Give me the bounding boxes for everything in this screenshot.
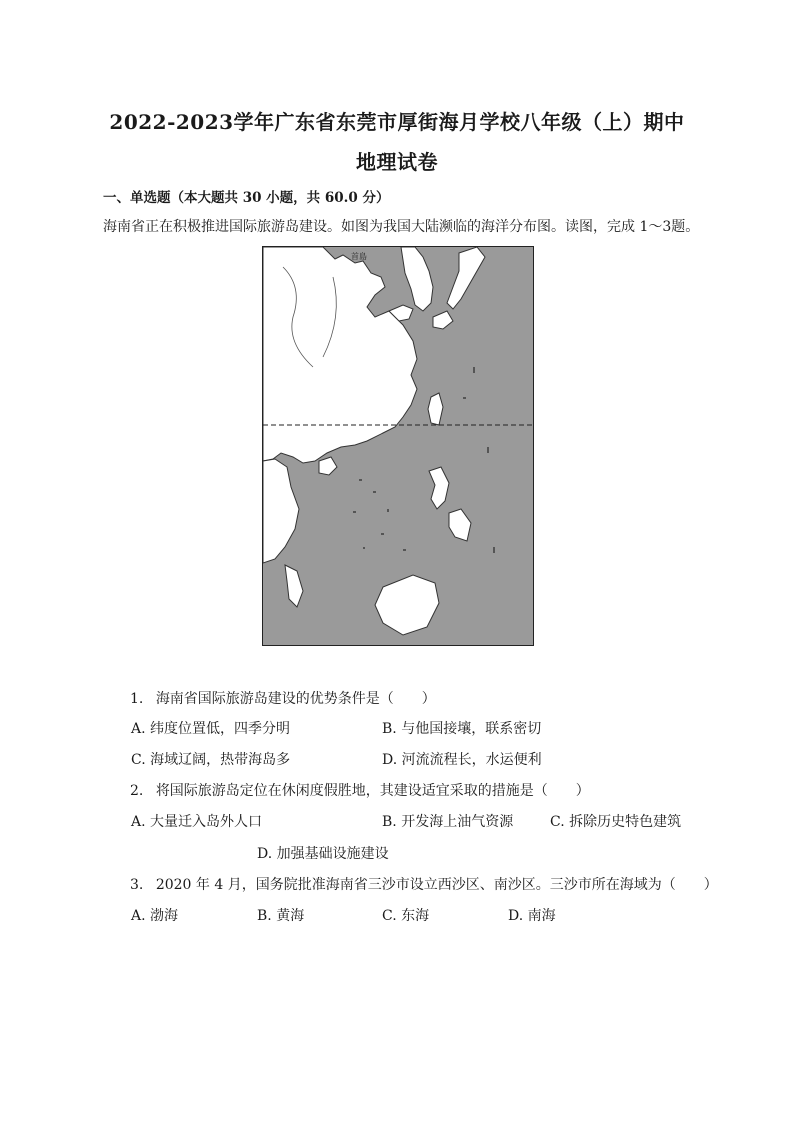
q3-option-d[interactable]: D. 南海 xyxy=(508,908,556,924)
q3-option-a[interactable]: A. 渤海 xyxy=(131,908,179,924)
q1-option-c[interactable]: C. 海域辽阔，热带海岛多 xyxy=(131,752,291,768)
borneo-island xyxy=(375,575,439,635)
korean-peninsula xyxy=(401,247,433,311)
indochina-peninsula xyxy=(263,459,299,563)
q1-option-b[interactable]: B. 与他国接壤，联系密切 xyxy=(382,721,542,737)
q1-option-a[interactable]: A. 纬度位置低，四季分明 xyxy=(131,721,291,737)
question-2-text: 将国际旅游岛定位在休闲度假胜地，其建设适宜采取的措施是（ ） xyxy=(155,783,590,799)
question-1 xyxy=(130,688,436,708)
question-2-number: 2. xyxy=(130,783,144,799)
q2-option-d[interactable]: D. 加强基础设施建设 xyxy=(257,846,389,862)
q2-option-a[interactable]: A. 大量迁入岛外人口 xyxy=(131,814,263,830)
q3-option-c[interactable]: C. 东海 xyxy=(382,908,430,924)
q2-option-b[interactable]: B. 开发海上油气资源 xyxy=(382,814,514,830)
question-3-number: 3. xyxy=(130,877,144,893)
section-heading: 一、单选题（本大题共 30 小题，共 60.0 分） xyxy=(103,190,390,206)
question-1-number: 1. xyxy=(130,691,144,707)
exam-title-line1: 2022-2023学年广东省东莞市厚街海月学校八年级（上）期中 xyxy=(109,110,685,134)
q1-option-d[interactable]: D. 河流流程长，水运便利 xyxy=(382,752,542,768)
sea-map-figure xyxy=(262,246,534,646)
intro-paragraph: 海南省正在积极推进国际旅游岛建设。如图为我国大陆濒临的海洋分布图。读图，完成 1～3题。 xyxy=(103,219,700,235)
hainan-island xyxy=(319,457,337,475)
question-3-text: 2020 年 4 月，国务院批准海南省三沙市设立西沙区、南沙区。三沙市所在海域为（ ） xyxy=(155,877,718,893)
question-1-text: 海南省国际旅游岛建设的优势条件是（ ） xyxy=(155,691,436,707)
taiwan-island xyxy=(428,393,443,425)
philippine-islands xyxy=(429,467,449,509)
mainland-landmass xyxy=(263,247,417,463)
question-3 xyxy=(130,874,718,894)
question-2 xyxy=(130,780,590,800)
japan-islands xyxy=(447,247,485,309)
map-top-label: 首島 xyxy=(351,252,367,261)
q2-option-c[interactable]: C. 拆除历史特色建筑 xyxy=(550,814,682,830)
exam-title-line2: 地理试卷 xyxy=(356,150,438,174)
q3-option-b[interactable]: B. 黄海 xyxy=(257,908,305,924)
